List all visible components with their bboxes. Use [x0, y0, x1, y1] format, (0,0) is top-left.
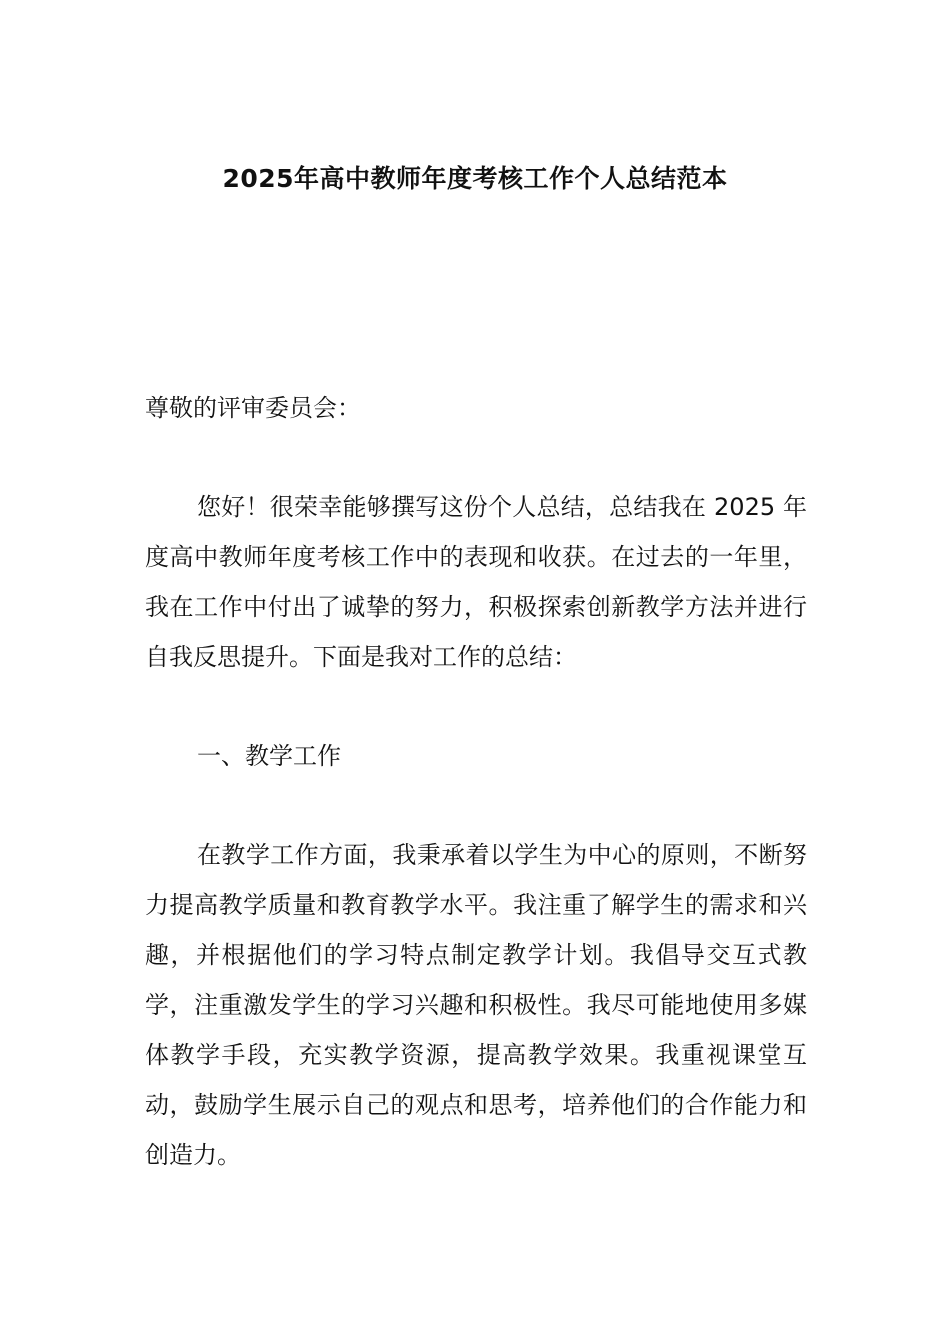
section-heading-teaching: 一、教学工作 — [197, 742, 341, 770]
paragraph-intro: 您好！很荣幸能够撰写这份个人总结，总结我在 2025 年度高中教师年度考核工作中的表现和收获。在过去的一年里，我在工作中付出了诚挚的努力，积极探索创新教学方法并进行自我反思提升。下面是我对工作的总结： — [145, 493, 807, 671]
paragraph-teaching: 在教学工作方面，我秉承着以学生为中心的原则，不断努力提高教学质量和教育教学水平。我注重了解学生的需求和兴趣，并根据他们的学习特点制定教学计划。我倡导交互式教学，注重激发学生的学习兴趣和积极性。我尽可能地使用多媒体教学手段，充实教学资源，提高教学效果。我重视课堂互动，鼓励学生展示自己的观点和思考，培养他们的合作能力和创造力。 — [145, 841, 807, 1169]
salutation: 尊敬的评审委员会： — [145, 394, 361, 422]
document-title: 2025年高中教师年度考核工作个人总结范本 — [222, 164, 728, 193]
